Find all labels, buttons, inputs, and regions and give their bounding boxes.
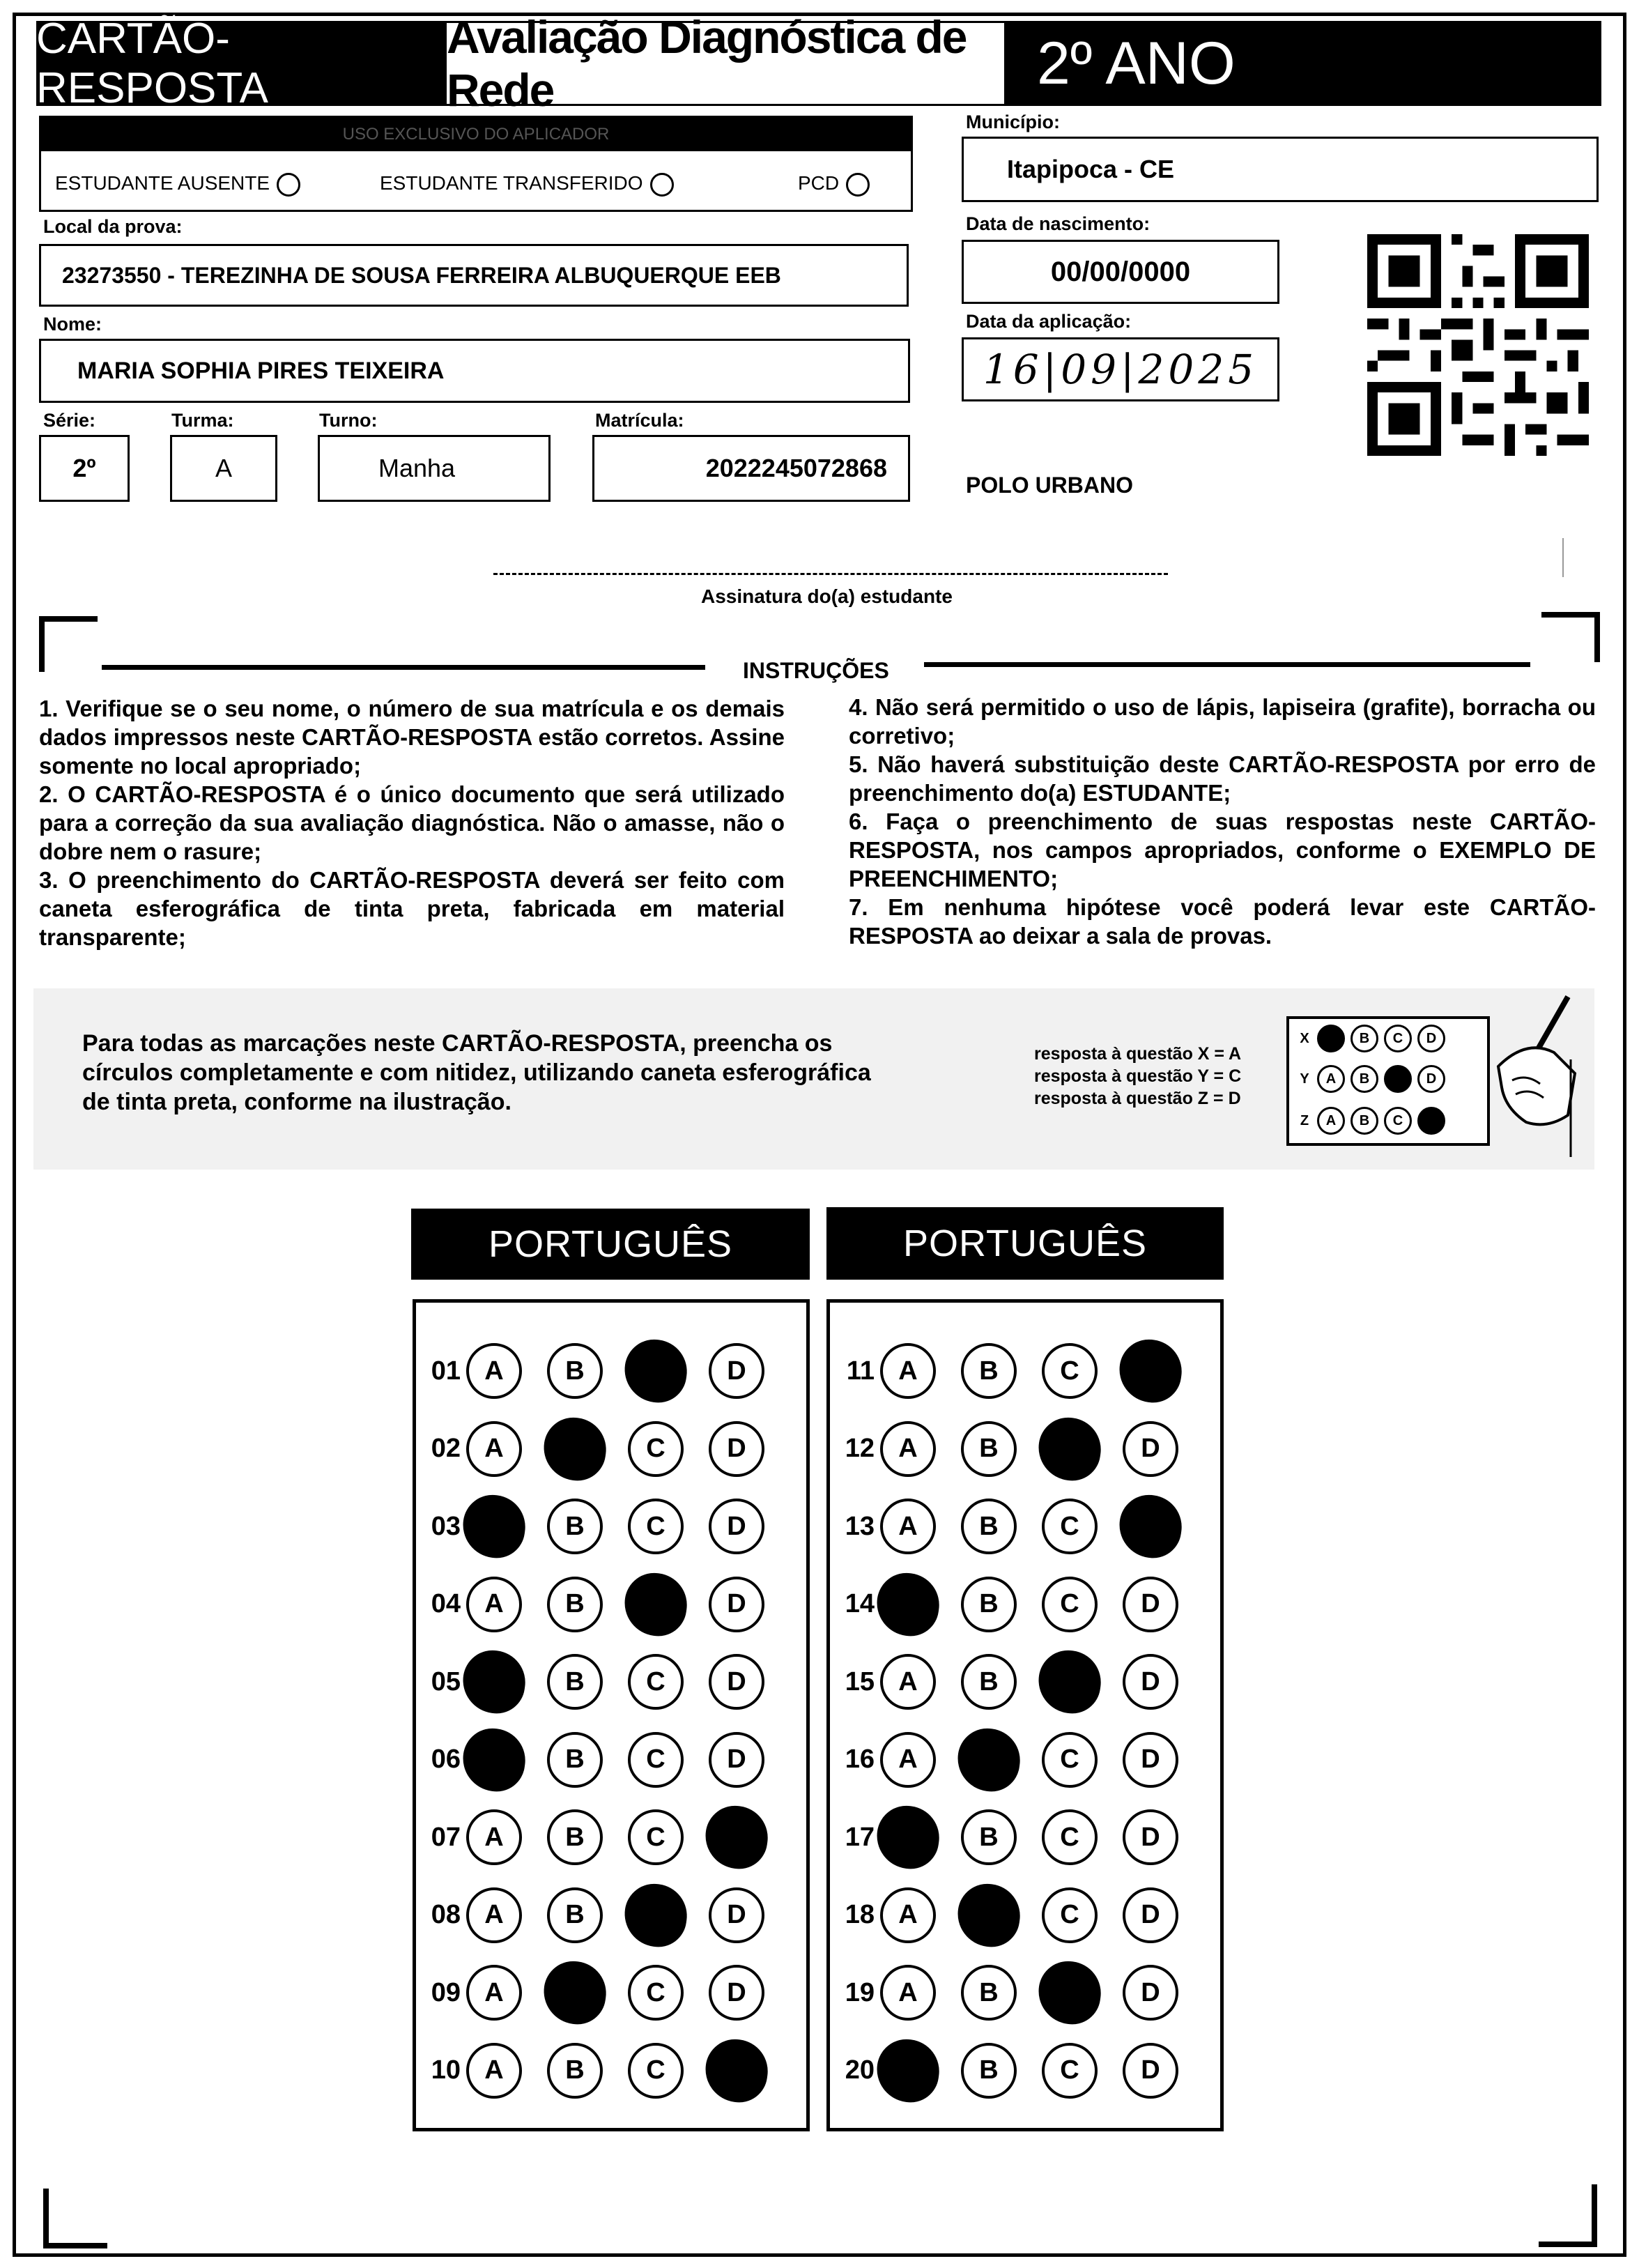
answer-bubble-b[interactable] xyxy=(953,1724,1024,1795)
answer-row xyxy=(416,1965,790,2021)
answer-bubble-b[interactable]: B xyxy=(961,1965,1017,2021)
answer-row xyxy=(830,1887,1203,1943)
answer-bubble-b[interactable]: B xyxy=(547,1654,603,1710)
answer-bubble-d[interactable]: D xyxy=(1123,1732,1178,1788)
answer-bubble-a[interactable] xyxy=(872,2035,943,2106)
answer-row xyxy=(416,1654,790,1710)
answer-bubble-a[interactable]: A xyxy=(466,1809,522,1865)
example-bubble xyxy=(1384,1065,1412,1093)
answer-bubble-c[interactable]: C xyxy=(1042,1577,1098,1632)
question-number: 18 xyxy=(845,1900,875,1929)
pcd-option[interactable] xyxy=(798,172,870,197)
answer-row xyxy=(416,1809,790,1865)
answer-row xyxy=(830,1809,1203,1865)
answer-bubble-b[interactable]: B xyxy=(961,1809,1017,1865)
nascimento-label: Data de nascimento: xyxy=(966,213,1151,234)
question-number: 09 xyxy=(431,1977,461,2007)
answer-bubble-d[interactable]: D xyxy=(1123,1965,1178,2021)
answer-row xyxy=(416,1499,790,1554)
answer-bubble-d[interactable]: D xyxy=(709,1343,764,1399)
example-bubble: A xyxy=(1317,1065,1345,1093)
turno-field: Manha xyxy=(318,435,551,502)
answer-bubble-d[interactable]: D xyxy=(709,1732,764,1788)
divider xyxy=(924,662,1530,667)
answer-bubble-c[interactable]: C xyxy=(628,2043,684,2099)
answer-bubble-b[interactable]: B xyxy=(961,1421,1017,1477)
serie-field: 2º xyxy=(39,435,130,502)
answer-bubble-d[interactable]: D xyxy=(709,1654,764,1710)
answer-bubble-b[interactable]: B xyxy=(547,1809,603,1865)
question-number: 06 xyxy=(431,1745,461,1774)
corner-mark xyxy=(39,616,98,672)
example-row-label: Y xyxy=(1300,1071,1309,1087)
question-number: 02 xyxy=(431,1434,461,1463)
answer-grid-1 xyxy=(413,1299,810,2131)
example-grid xyxy=(1286,1016,1490,1146)
answer-bubble-b[interactable]: B xyxy=(547,1887,603,1943)
answer-bubble-c[interactable]: C xyxy=(1042,1499,1098,1554)
answer-row xyxy=(416,1577,790,1632)
example-row-label: X xyxy=(1300,1030,1309,1046)
aplicacao-label: Data da aplicação: xyxy=(966,311,1132,332)
answer-row xyxy=(830,1421,1203,1477)
answer-bubble-c[interactable]: C xyxy=(628,1421,684,1477)
example-bubble: D xyxy=(1417,1025,1445,1052)
answer-bubble-a[interactable]: A xyxy=(880,1499,936,1554)
question-number: 01 xyxy=(431,1356,461,1386)
answer-bubble-b[interactable] xyxy=(539,1957,610,2028)
nascimento-field: 00/00/0000 xyxy=(962,240,1279,304)
example-legend xyxy=(1034,1043,1241,1110)
answer-bubble-b[interactable]: B xyxy=(547,2043,603,2099)
answer-bubble-c[interactable] xyxy=(620,1569,691,1639)
answer-bubble-d[interactable] xyxy=(701,1802,771,1872)
question-number: 03 xyxy=(431,1511,461,1541)
answer-bubble-c[interactable]: C xyxy=(628,1965,684,2021)
question-number: 12 xyxy=(845,1434,875,1463)
answer-bubble-d[interactable]: D xyxy=(709,1577,764,1632)
answer-grid-2 xyxy=(826,1299,1224,2131)
answer-bubble-a[interactable]: A xyxy=(880,1421,936,1477)
transferred-option[interactable] xyxy=(380,172,674,197)
answer-bubble-d[interactable]: D xyxy=(1123,2043,1178,2099)
answer-row xyxy=(830,1732,1203,1788)
answer-bubble-d[interactable]: D xyxy=(709,1965,764,2021)
answer-bubble-d[interactable]: D xyxy=(1123,1887,1178,1943)
example-bubble: B xyxy=(1351,1025,1378,1052)
question-number: 17 xyxy=(845,1822,875,1852)
example-bubble: A xyxy=(1317,1107,1345,1135)
answer-bubble-c[interactable]: C xyxy=(628,1809,684,1865)
answer-bubble-c[interactable]: C xyxy=(1042,1732,1098,1788)
answer-bubble-d[interactable]: D xyxy=(1123,1577,1178,1632)
answer-bubble-a[interactable] xyxy=(459,1491,529,1561)
answer-bubble-c[interactable] xyxy=(620,1335,691,1406)
question-number: 13 xyxy=(845,1511,875,1541)
answer-bubble-d[interactable]: D xyxy=(709,1499,764,1554)
answer-bubble-a[interactable]: A xyxy=(466,2043,522,2099)
section-title: PORTUGUÊS xyxy=(411,1209,810,1280)
answer-bubble-b[interactable]: B xyxy=(547,1343,603,1399)
answer-bubble-c[interactable]: C xyxy=(1042,2043,1098,2099)
answer-row xyxy=(830,2043,1203,2099)
answer-bubble-d[interactable]: D xyxy=(1123,1654,1178,1710)
question-number: 20 xyxy=(845,2055,875,2085)
divider xyxy=(1562,538,1564,577)
instruction-item: 4. Não será permitido o uso de lápis, lapiseira (grafite), borracha ou corretivo; xyxy=(849,694,1596,749)
example-bubble xyxy=(1317,1025,1345,1052)
instruction-item: 6. Faça o preenchimento de suas respostas neste CARTÃO-RESPOSTA, nos campos apropriados, conforme o EXEMPLO DE PREENCHIMENTO; xyxy=(849,809,1596,891)
section-title: PORTUGUÊS xyxy=(826,1207,1224,1280)
instruction-item: 7. Em nenhuma hipótese você poderá levar este CARTÃO-RESPOSTA ao deixar a sala de provas. xyxy=(849,894,1596,949)
transferred-circle[interactable] xyxy=(650,173,674,197)
answer-bubble-c[interactable] xyxy=(620,1880,691,1950)
question-number: 10 xyxy=(431,2055,461,2085)
answer-bubble-c[interactable]: C xyxy=(628,1654,684,1710)
answer-bubble-c[interactable]: C xyxy=(628,1732,684,1788)
answer-bubble-a[interactable]: A xyxy=(880,1343,936,1399)
polo-label: POLO URBANO xyxy=(966,473,1133,498)
answer-bubble-a[interactable]: A xyxy=(466,1887,522,1943)
answer-bubble-d[interactable] xyxy=(701,2035,771,2106)
example-row xyxy=(1292,1107,1451,1135)
municipio-field: Itapipoca - CE xyxy=(962,137,1599,202)
answer-bubble-b[interactable] xyxy=(953,1880,1024,1950)
legend-item: resposta à questão Z = D xyxy=(1034,1089,1241,1108)
applicator-heading: USO EXCLUSIVO DO APLICADOR xyxy=(41,118,911,151)
answer-row xyxy=(416,1732,790,1788)
legend-item: resposta à questão Y = C xyxy=(1034,1066,1242,1086)
answer-bubble-d[interactable] xyxy=(1115,1335,1185,1406)
question-number: 04 xyxy=(431,1589,461,1618)
answer-bubble-a[interactable] xyxy=(459,1724,529,1795)
instruction-item: 3. O preenchimento do CARTÃO-RESPOSTA deverá ser feito com caneta esferográfica de tinta preta, fabricada em material transparente; xyxy=(39,867,785,950)
transferred-label: ESTUDANTE TRANSFERIDO xyxy=(380,172,643,194)
answer-bubble-a[interactable]: A xyxy=(880,1965,936,2021)
answer-bubble-d[interactable] xyxy=(1115,1491,1185,1561)
example-text: Para todas as marcações neste CARTÃO-RESPOSTA, preencha os círculos completamente e com nitidez, utilizando caneta esferográfica de tinta preta, conforme na ilustração. xyxy=(82,1030,871,1115)
name-field: MARIA SOPHIA PIRES TEIXEIRA xyxy=(39,339,910,403)
answer-bubble-c[interactable] xyxy=(1034,1413,1105,1484)
answer-bubble-c[interactable]: C xyxy=(1042,1343,1098,1399)
instruction-item: 1. Verifique se o seu nome, o número de sua matrícula e os demais dados impressos neste CARTÃO-RESPOSTA estão corretos. Assine somente no local apropriado; xyxy=(39,696,785,779)
turno-label: Turno: xyxy=(319,410,378,431)
answer-bubble-b[interactable]: B xyxy=(547,1499,603,1554)
instruction-item: 5. Não haverá substituição deste CARTÃO-RESPOSTA por erro de preenchimento do(a) ESTUDANTE; xyxy=(849,751,1596,806)
instruction-item: 2. O CARTÃO-RESPOSTA é o único documento que será utilizado para a correção da sua avaliação diagnóstica. Não o amasse, não o dobre nem o rasure; xyxy=(39,781,785,864)
example-bubble xyxy=(1417,1107,1445,1135)
matricula-field: 2022245072868 xyxy=(592,435,910,502)
answer-bubble-a[interactable]: A xyxy=(466,1343,522,1399)
answer-bubble-a[interactable]: A xyxy=(880,1732,936,1788)
example-bubble: C xyxy=(1384,1107,1412,1135)
corner-mark xyxy=(1539,2184,1597,2247)
answer-row xyxy=(416,1887,790,1943)
answer-bubble-a[interactable]: A xyxy=(466,1965,522,2021)
answer-bubble-b[interactable] xyxy=(539,1413,610,1484)
answer-row xyxy=(830,1343,1203,1399)
answer-bubble-a[interactable]: A xyxy=(466,1421,522,1477)
example-bubble: D xyxy=(1417,1065,1445,1093)
grade-title: 2º ANO xyxy=(1006,21,1601,106)
question-number: 07 xyxy=(431,1822,461,1852)
answer-bubble-b[interactable]: B xyxy=(961,1654,1017,1710)
example-bubble: C xyxy=(1384,1025,1412,1052)
example-bubble: B xyxy=(1351,1107,1378,1135)
hand-pen-icon xyxy=(1484,990,1582,1157)
answer-bubble-c[interactable] xyxy=(1034,1957,1105,2028)
example-row xyxy=(1292,1025,1451,1052)
answer-bubble-b[interactable]: B xyxy=(547,1732,603,1788)
pcd-circle[interactable] xyxy=(846,173,870,197)
absent-circle[interactable] xyxy=(277,173,300,197)
example-row xyxy=(1292,1065,1451,1093)
answer-bubble-a[interactable]: A xyxy=(880,1654,936,1710)
answer-row xyxy=(830,1654,1203,1710)
signature-label: Assinatura do(a) estudante xyxy=(701,585,953,607)
question-number: 16 xyxy=(845,1745,875,1774)
answer-bubble-d[interactable]: D xyxy=(709,1887,764,1943)
matricula-label: Matrícula: xyxy=(595,410,684,431)
serie-label: Série: xyxy=(43,410,96,431)
instructions-left xyxy=(39,694,785,951)
answer-bubble-d[interactable]: D xyxy=(1123,1421,1178,1477)
question-number: 15 xyxy=(845,1666,875,1696)
answer-bubble-c[interactable]: C xyxy=(1042,1887,1098,1943)
answer-row xyxy=(416,2043,790,2099)
corner-mark xyxy=(1541,612,1600,662)
answer-bubble-d[interactable]: D xyxy=(1123,1809,1178,1865)
pcd-label: PCD xyxy=(798,172,840,194)
answer-bubble-c[interactable]: C xyxy=(628,1499,684,1554)
absent-option[interactable] xyxy=(55,172,300,197)
applicator-box xyxy=(39,116,913,212)
answer-row xyxy=(416,1421,790,1477)
exam-title: Avaliação Diagnóstica de Rede xyxy=(445,21,1006,106)
answer-row xyxy=(830,1499,1203,1554)
local-field: 23273550 - TEREZINHA DE SOUSA FERREIRA ALBUQUERQUE EEB xyxy=(39,244,909,307)
question-number: 05 xyxy=(431,1666,461,1696)
question-number: 19 xyxy=(845,1977,875,2007)
answer-bubble-c[interactable] xyxy=(1034,1646,1105,1717)
answer-bubble-b[interactable]: B xyxy=(961,1343,1017,1399)
answer-bubble-b[interactable]: B xyxy=(961,1499,1017,1554)
turma-label: Turma: xyxy=(171,410,234,431)
corner-mark xyxy=(43,2189,107,2248)
card-title: CARTÃO-RESPOSTA xyxy=(36,21,445,106)
turma-field: A xyxy=(170,435,277,502)
answer-bubble-a[interactable]: A xyxy=(466,1577,522,1632)
qr-code-icon xyxy=(1367,234,1589,456)
answer-bubble-a[interactable]: A xyxy=(880,1887,936,1943)
signature-line[interactable] xyxy=(493,573,1168,575)
local-label: Local da prova: xyxy=(43,216,183,237)
answer-row xyxy=(830,1965,1203,2021)
answer-bubble-b[interactable]: B xyxy=(961,2043,1017,2099)
question-number: 14 xyxy=(845,1589,875,1618)
answer-row xyxy=(830,1577,1203,1632)
example-row-label: Z xyxy=(1300,1112,1309,1128)
absent-label: ESTUDANTE AUSENTE xyxy=(55,172,270,194)
answer-bubble-a[interactable] xyxy=(872,1569,943,1639)
answer-row xyxy=(416,1343,790,1399)
answer-bubble-d[interactable]: D xyxy=(709,1421,764,1477)
example-bubble: B xyxy=(1351,1065,1378,1093)
legend-item: resposta à questão X = A xyxy=(1034,1044,1242,1064)
answer-bubble-c[interactable]: C xyxy=(1042,1809,1098,1865)
answer-bubble-a[interactable] xyxy=(459,1646,529,1717)
name-label: Nome: xyxy=(43,314,102,335)
municipio-label: Município: xyxy=(966,112,1060,132)
aplicacao-field: 16|09|2025 xyxy=(962,337,1279,401)
question-number: 08 xyxy=(431,1900,461,1929)
divider xyxy=(102,665,705,670)
answer-bubble-b[interactable]: B xyxy=(547,1577,603,1632)
instructions-heading: INSTRUÇÕES xyxy=(743,658,889,683)
answer-bubble-a[interactable] xyxy=(872,1802,943,1872)
answer-bubble-b[interactable]: B xyxy=(961,1577,1017,1632)
instructions-right xyxy=(849,693,1596,950)
question-number: 11 xyxy=(846,1356,875,1386)
